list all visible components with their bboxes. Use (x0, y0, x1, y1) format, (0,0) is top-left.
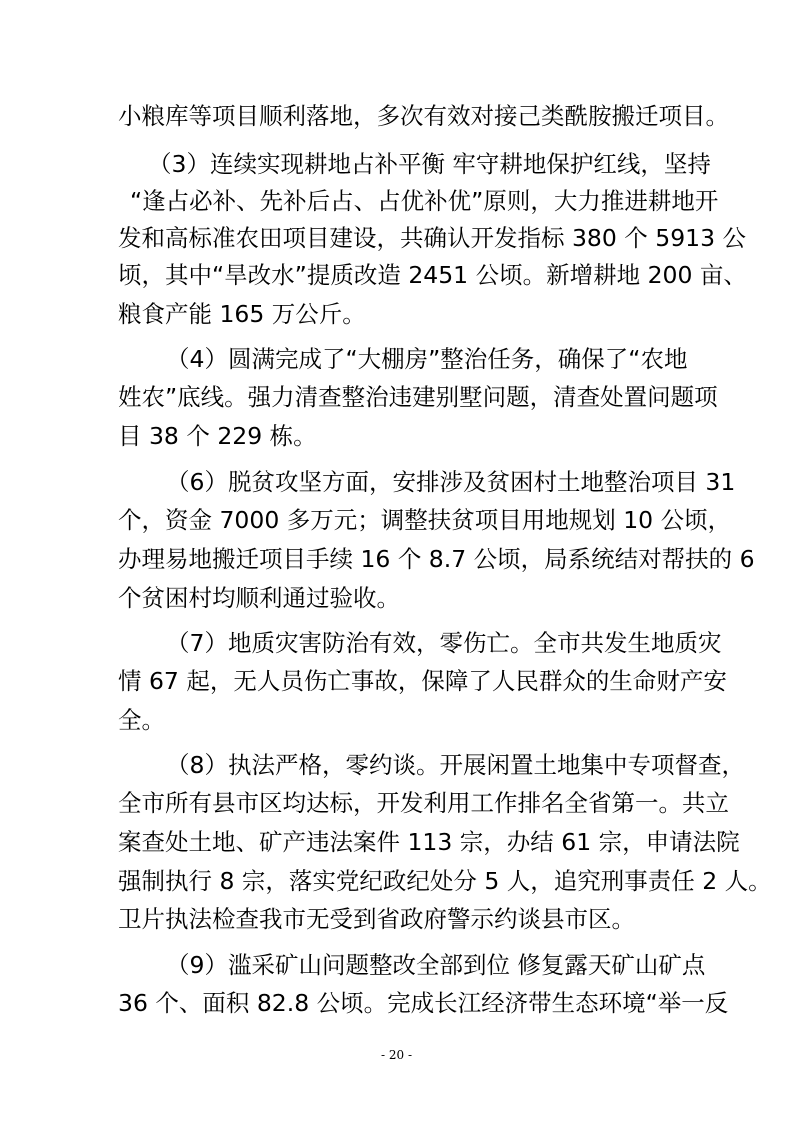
text-line: 强制执行 8 宗，落实党纪政纪处分 5 人，追究刑事责任 2 人。 (118, 867, 772, 895)
text-line: 36 个、面积 82.8 公顷。完成长江经济带生态环境“举一反 (118, 989, 729, 1017)
text-line: 案查处土地、矿产违法案件 113 宗，办结 61 宗，申请法院 (118, 828, 740, 856)
text-line: （3）连续实现耕地占补平衡 牢守耕地保护红线，坚持 (148, 150, 711, 178)
text-line: 顷，其中“旱改水”提质改造 2451 公顷。新增耕地 200 亩、 (118, 261, 747, 289)
text-line: 卫片执法检查我市无受到省政府警示约谈县市区。 (118, 905, 635, 933)
text-line: 个贫困村均顺利通过验收。 (118, 584, 400, 612)
text-line: （7）地质灾害防治有效，零伤亡。全市共发生地质灾 (166, 629, 722, 657)
text-line: （9）滥采矿山问题整改全部到位 修复露天矿山矿点 (166, 951, 706, 979)
text-line: 全。 (118, 706, 165, 734)
text-line: 粮食产能 165 万公斤。 (118, 300, 366, 328)
text-line: 姓农”底线。强力清查整治违建别墅问题，清查处置问题项 (118, 383, 718, 411)
text-line: 发和高标准农田项目建设，共确认开发指标 380 个 5913 公 (118, 224, 747, 252)
page-number: - 20 - (380, 1048, 412, 1062)
text-line: （4）圆满完成了“大棚房”整治任务，确保了“农地 (166, 345, 688, 373)
text-line: 个，资金 7000 多万元；调整扶贫项目用地规划 10 公顷， (118, 506, 732, 534)
text-line: （8）执法严格，零约谈。开展闲置土地集中专项督查， (166, 751, 745, 779)
text-line: 小粮库等项目顺利落地，多次有效对接己类酰胺搬迁项目。 (118, 102, 729, 130)
text-line: 目 38 个 229 栋。 (118, 422, 317, 450)
text-line: 情 67 起，无人员伤亡事故，保障了人民群众的生命财产安 (118, 667, 727, 695)
text-line: （6）脱贫攻坚方面，安排涉及贫困村土地整治项目 31 (166, 468, 736, 496)
text-line: “逢占必补、先补后占、占优补优”原则，大力推进耕地开 (130, 187, 719, 215)
text-line: 办理易地搬迁项目手续 16 个 8.7 公顷，局系统结对帮扶的 6 (118, 545, 755, 573)
text-line: 全市所有县市区均达标，开发利用工作排名全省第一。共立 (118, 789, 729, 817)
